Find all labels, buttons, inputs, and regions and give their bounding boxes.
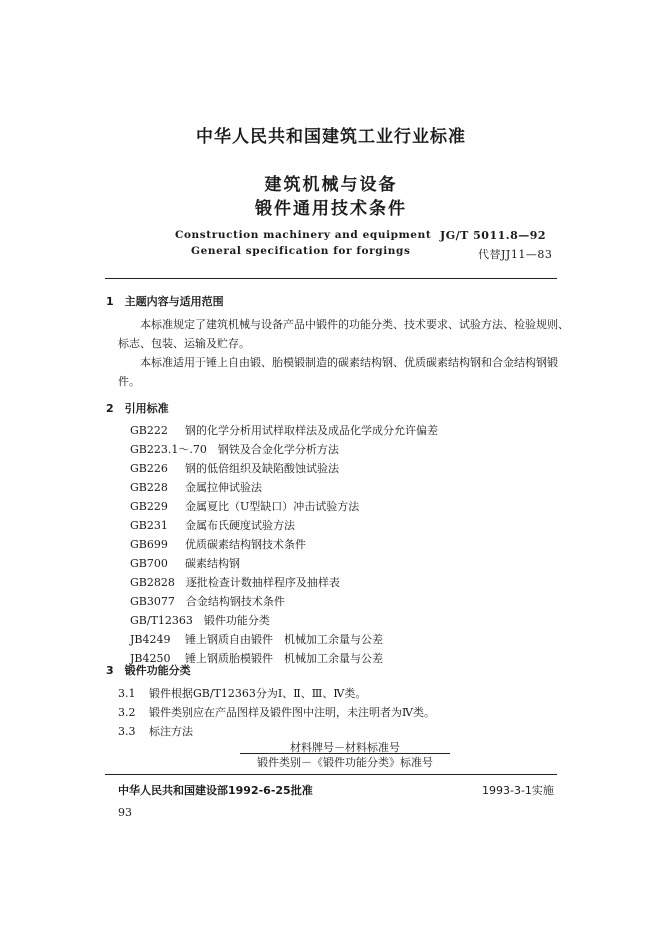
replaces-code: 代替JJ11—83 [478, 248, 553, 261]
clause-item [118, 723, 193, 739]
standard-header: 中华人民共和国建筑工业行业标准 [196, 127, 466, 147]
reference-item [130, 536, 306, 552]
document-title-line2: 锻件通用技术条件 [255, 199, 407, 219]
reference-code: GB3077 [130, 595, 175, 608]
reference-item [130, 498, 359, 514]
reference-code: GB231 [130, 519, 168, 532]
section-2-heading: 2 引用标准 [106, 402, 169, 415]
english-title-line2: General specification for forgings [191, 245, 411, 257]
reference-item [130, 612, 270, 628]
reference-code: GB2828 [130, 576, 175, 589]
reference-item [130, 593, 285, 609]
reference-code: JB4249 [130, 633, 171, 646]
document-title-line1: 建筑机械与设备 [264, 175, 398, 195]
clause-number: 3.3 [118, 725, 136, 738]
reference-title: 金属拉伸试验法 [185, 481, 262, 494]
reference-code: JB4250 [130, 652, 171, 665]
clause-text: 锻件根据GB/T12363分为Ⅰ、Ⅱ、Ⅲ、Ⅳ类。 [149, 687, 367, 700]
reference-title: 钢铁及合金化学分析方法 [217, 443, 339, 456]
marking-class-line: 锻件类别－《锻件功能分类》标准号 [257, 756, 433, 769]
header-rule [105, 278, 557, 279]
reference-item [130, 631, 383, 647]
reference-title: 金属夏比（U型缺口）冲击试验方法 [185, 500, 360, 513]
reference-item [130, 517, 295, 533]
section-3-heading: 3 锻件功能分类 [106, 664, 191, 677]
reference-title: 碳素结构钢 [185, 557, 240, 570]
clause-item [118, 704, 435, 720]
section-1-heading: 1 主题内容与适用范围 [106, 295, 224, 308]
clause-text: 标注方法 [149, 725, 193, 738]
reference-title: 合金结构钢技术条件 [185, 595, 285, 608]
reference-code: GB228 [130, 481, 168, 494]
clause-item [118, 685, 366, 701]
approval-text: 中华人民共和国建设部1992-6-25批准 [118, 784, 313, 797]
section-1-paragraph-1: 本标准规定了建筑机械与设备产品中锻件的功能分类、技术要求、试验方法、检验规则、标志、包装、运输及贮存。 [118, 318, 569, 350]
clause-number: 3.1 [118, 687, 136, 700]
reference-item [130, 479, 262, 495]
reference-code: GB222 [130, 424, 168, 437]
clause-number: 3.2 [118, 706, 136, 719]
section-1-paragraph-2: 本标准适用于锤上自由锻、胎模锻制造的碳素结构钢、优质碳素结构钢和合金结构钢锻件。 [118, 356, 558, 388]
implementation-date: 1993-3-1实施 [482, 784, 554, 797]
reference-item [130, 460, 339, 476]
marking-material-line: 材料牌号－材料标准号 [290, 741, 400, 754]
reference-code: GB700 [130, 557, 168, 570]
reference-code: GB229 [130, 500, 168, 513]
page-number: 93 [118, 806, 132, 819]
reference-title: 锤上钢质自由锻件 机械加工余量与公差 [185, 633, 383, 646]
english-title-line1: Construction machinery and equipment [175, 229, 432, 241]
reference-title: 钢的化学分析用试样取样法及成品化学成分允许偏差 [185, 424, 438, 437]
reference-title: 钢的低倍组织及缺陷酸蚀试验法 [185, 462, 339, 475]
reference-title: 金属布氏硬度试验方法 [185, 519, 295, 532]
reference-title: 锤上钢质胎模锻件 机械加工余量与公差 [185, 652, 383, 665]
reference-code: GB226 [130, 462, 168, 475]
standard-code: JG/T 5011.8—92 [440, 229, 547, 242]
footer-rule [105, 774, 557, 775]
clause-text: 锻件类别应在产品图样及锻件图中注明，未注明者为Ⅳ类。 [149, 706, 435, 719]
reference-code: GB/T12363 [130, 614, 193, 627]
reference-item [130, 555, 240, 571]
reference-item [130, 441, 339, 457]
reference-title: 优质碳素结构钢技术条件 [185, 538, 306, 551]
reference-title: 锻件功能分类 [203, 614, 270, 627]
reference-title: 逐批检查计数抽样程序及抽样表 [185, 576, 340, 589]
reference-code: GB699 [130, 538, 168, 551]
reference-code: GB223.1～.70 [130, 443, 207, 456]
reference-item [130, 422, 438, 438]
reference-item [130, 574, 340, 590]
